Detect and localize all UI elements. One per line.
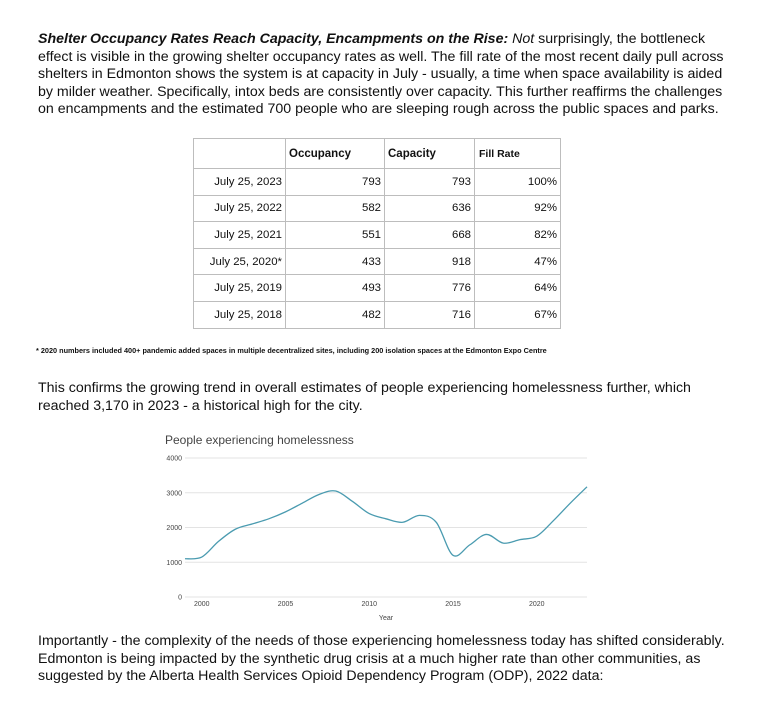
table-cell-date: July 25, 2019 <box>194 275 286 302</box>
table-row <box>194 169 561 196</box>
table-cell-occupancy: 793 <box>286 169 385 196</box>
table-header-empty <box>194 139 286 169</box>
table-cell-date: July 25, 2020* <box>194 248 286 275</box>
table-footnote: * 2020 numbers included 400+ pandemic added spaces in multiple decentralized sites, including 200 isolation spaces at the Edmonton Expo Centre <box>36 346 547 355</box>
table-cell-capacity: 636 <box>385 195 475 222</box>
table-cell-capacity: 716 <box>385 301 475 328</box>
y-tick-label: 2000 <box>166 525 182 532</box>
homelessness-line-chart <box>155 430 605 625</box>
occupancy-table <box>193 138 561 329</box>
emphasis-word: Not <box>512 31 535 47</box>
table-row <box>194 195 561 222</box>
x-axis-label: Year <box>378 615 394 622</box>
x-tick-label: 2015 <box>445 601 461 608</box>
table-row <box>194 222 561 249</box>
fill-rate-label: Fill Rate <box>479 148 520 160</box>
table-cell-occupancy: 582 <box>286 195 385 222</box>
table-cell-fill-rate: 100% <box>475 169 561 196</box>
table-cell-date: July 25, 2018 <box>194 301 286 328</box>
x-tick-label: 2020 <box>528 601 545 608</box>
table-cell-fill-rate: 92% <box>475 195 561 222</box>
table-cell-capacity: 793 <box>385 169 475 196</box>
table-cell-capacity: 918 <box>385 248 475 275</box>
x-tick-label: 2000 <box>193 601 210 608</box>
table-row <box>194 275 561 302</box>
table-cell-occupancy: 433 <box>286 248 385 275</box>
shelter-occupancy-paragraph <box>38 31 728 119</box>
table-cell-fill-rate: 82% <box>475 222 561 249</box>
y-tick-label: 1000 <box>166 559 182 567</box>
paragraph-heading: Shelter Occupancy Rates Reach Capacity, Encampments on the Rise: <box>38 31 509 47</box>
table-header-row <box>194 139 561 169</box>
table-row <box>194 301 561 328</box>
table-cell-fill-rate: 47% <box>475 248 561 275</box>
table-cell-capacity: 668 <box>385 222 475 249</box>
table-cell-occupancy: 493 <box>286 275 385 302</box>
x-tick-label: 2005 <box>277 601 294 608</box>
table-cell-fill-rate: 67% <box>475 301 561 328</box>
complexity-paragraph: Importantly - the complexity of the needs of those experiencing homelessness today has shifted considerably. Edmonton is being impacted by the synthetic drug crisis at a much higher rate than other communities, as suggested by the Alberta Health Services Opioid Dependency Program (ODP), 2022 data: <box>38 633 725 685</box>
y-tick-label: 0 <box>178 594 182 602</box>
table-cell-date: July 25, 2022 <box>194 195 286 222</box>
table-header-capacity: Capacity <box>385 139 475 169</box>
table-cell-fill-rate: 64% <box>475 275 561 302</box>
x-tick-label: 2010 <box>361 601 378 608</box>
series-line <box>185 487 587 559</box>
table-cell-date: July 25, 2023 <box>194 169 286 196</box>
table-header-fill-rate <box>475 139 561 169</box>
table-cell-capacity: 776 <box>385 275 475 302</box>
trend-paragraph: This confirms the growing trend in overall estimates of people experiencing homelessness further, which reached 3,170 in 2023 - a historical high for the city. <box>38 380 691 414</box>
table-header-occupancy: Occupancy <box>286 139 385 169</box>
table-cell-occupancy: 551 <box>286 222 385 249</box>
chart-title: People experiencing homelessness <box>165 433 354 447</box>
table-cell-occupancy: 482 <box>286 301 385 328</box>
table-cell-date: July 25, 2021 <box>194 222 286 249</box>
table-row <box>194 248 561 275</box>
y-tick-label: 3000 <box>166 490 182 498</box>
y-tick-label: 4000 <box>166 455 182 463</box>
paragraph-body: surprisingly, the bottleneck effect is visible in the growing shelter occupancy rates as well. The fill rate of the most recent daily pull across shelters in Edmonton shows the system is at capacity in July - usually, a time when space availability is aided by milder weather. Specifically, intox beds are consistently over capacity. This further reaffirms the challenges on encampments and the estimated 700 people who are sleeping rough across the public spaces and parks. <box>38 31 724 118</box>
